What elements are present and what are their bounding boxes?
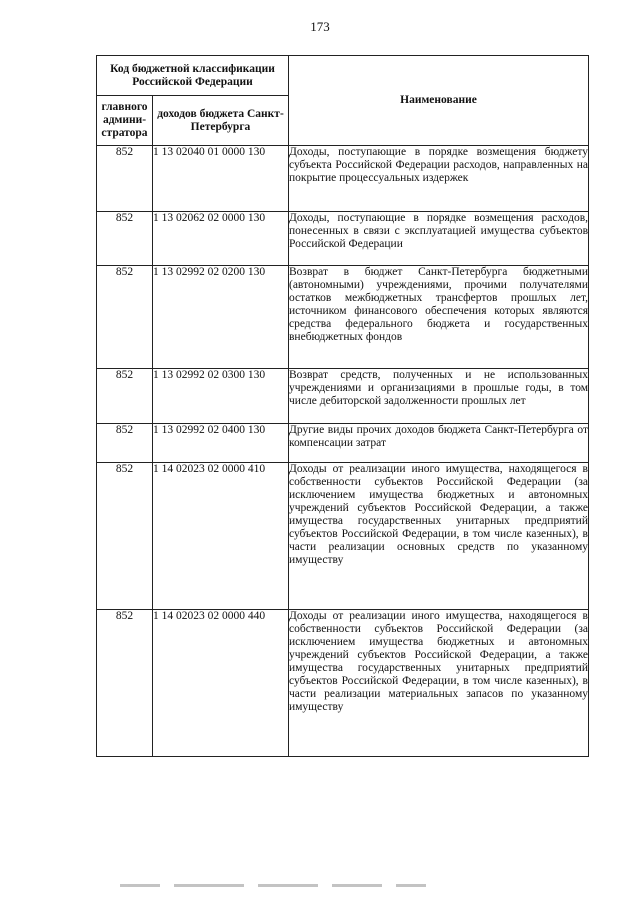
admin-code-cell: 852 [97, 463, 153, 610]
table-row [97, 610, 589, 757]
budget-code-cell: 1 13 02992 02 0400 130 [153, 424, 289, 463]
admin-code-cell: 852 [97, 146, 153, 212]
name-cell: Другие виды прочих доходов бюджета Санкт-Петербурга от компенсации затрат [289, 424, 589, 463]
header-kbk-group: Код бюджетной классификации Российской Федерации [97, 56, 289, 96]
header-admin: главного админи-стратора [97, 96, 153, 146]
name-cell: Возврат в бюджет Санкт-Петербурга бюджетными (автономными) учреждениями, прочими получателями остатков межбюджетных трансфертов прошлых лет, источником финансового обеспечения которых являются средства федерального бюджета и государственных внебюджетных фондов [289, 266, 589, 369]
name-cell: Доходы, поступающие в порядке возмещения расходов, понесенных в связи с эксплуатацией имущества субъектов Российской Федерации [289, 212, 589, 266]
table-row [97, 146, 589, 212]
table-row [97, 266, 589, 369]
name-cell: Возврат средств, полученных и не использованных учреждениями и организациями в прошлые годы, в том числе дебиторской задолженности прошлых лет [289, 369, 589, 424]
admin-code-cell: 852 [97, 369, 153, 424]
name-cell: Доходы, поступающие в порядке возмещения бюджету субъекта Российской Федерации расходов, направленных на покрытие процессуальных издержек [289, 146, 589, 212]
budget-code-cell: 1 14 02023 02 0000 440 [153, 610, 289, 757]
name-cell: Доходы от реализации иного имущества, находящегося в собственности субъектов Российской Федерации (за исключением имущества бюджетных и автономных учреждений субъектов Российской Федерации, а также имущества государственных унитарных предприятий субъектов Российской Федерации, в том числе казенных), в части реализации основных средств по указанному имуществу [289, 463, 589, 610]
table-row [97, 212, 589, 266]
table-row [97, 424, 589, 463]
budget-code-cell: 1 14 02023 02 0000 410 [153, 463, 289, 610]
admin-code-cell: 852 [97, 266, 153, 369]
scan-artifact [120, 884, 540, 890]
table-row [97, 463, 589, 610]
table-row [97, 369, 589, 424]
admin-code-cell: 852 [97, 610, 153, 757]
budget-code-cell: 1 13 02992 02 0300 130 [153, 369, 289, 424]
budget-code-cell: 1 13 02992 02 0200 130 [153, 266, 289, 369]
page-number: 173 [310, 19, 330, 34]
admin-code-cell: 852 [97, 424, 153, 463]
header-revenue: доходов бюджета Санкт-Петербурга [153, 96, 289, 146]
admin-code-cell: 852 [97, 212, 153, 266]
name-cell: Доходы от реализации иного имущества, находящегося в собственности субъектов Российской Федерации (за исключением имущества бюджетных и автономных учреждений субъектов Российской Федерации, а также имущества государственных унитарных предприятий субъектов Российской Федерации, в том числе казенных), в части реализации материальных запасов по указанному имуществу [289, 610, 589, 757]
budget-code-cell: 1 13 02062 02 0000 130 [153, 212, 289, 266]
header-name: Наименование [289, 56, 589, 146]
budget-classification-table [96, 55, 589, 757]
budget-code-cell: 1 13 02040 01 0000 130 [153, 146, 289, 212]
